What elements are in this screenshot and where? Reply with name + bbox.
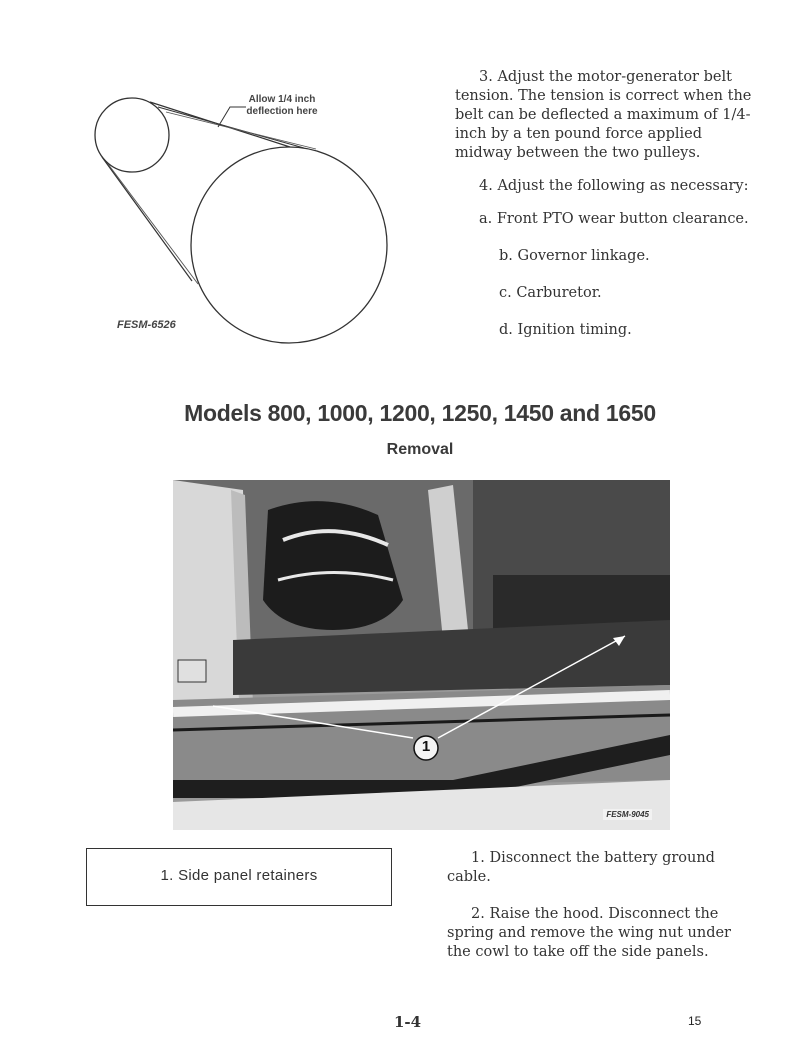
bottom-steps <box>447 849 737 962</box>
tractor-photo-graphic <box>173 480 670 830</box>
step-4b: b. Governor linkage. <box>499 248 650 264</box>
top-steps <box>455 68 760 340</box>
step-3: 3. Adjust the motor-generator belt tension. The tension is correct when the belt can be deflected a maximum of 1/4-inch by a ten pound force applied midway between the two pulleys. <box>455 69 752 161</box>
step-4: 4. Adjust the following as necessary: <box>479 178 749 194</box>
callout-line-2: deflection here <box>246 106 318 117</box>
small-pulley <box>95 98 169 172</box>
callout-line-1: Allow 1/4 inch <box>248 94 316 105</box>
step-4d: d. Ignition timing. <box>499 322 632 338</box>
photo-figure-label: FESM-9045 <box>603 809 652 820</box>
pulley-belt-diagram <box>90 85 410 345</box>
step-1: 1. Disconnect the battery ground cable. <box>447 850 715 885</box>
section-subheading: Removal <box>386 441 454 458</box>
belt-lower <box>102 157 192 281</box>
tractor-photo <box>173 480 670 830</box>
large-pulley <box>191 147 387 343</box>
page-number: 1-4 <box>394 1013 422 1031</box>
step-4a: a. Front PTO wear button clearance. <box>479 211 749 227</box>
step-2: 2. Raise the hood. Disconnect the spring and remove the wing nut under the cowl to take off the side panels. <box>447 906 731 960</box>
sheet-number: 15 <box>688 1014 702 1028</box>
deflection-callout <box>232 94 332 118</box>
step-4c: c. Carburetor. <box>499 285 602 301</box>
photo-callout-number: 1 <box>421 738 431 755</box>
section-heading: Models 800, 1000, 1200, 1250, 1450 and 1650 <box>184 400 656 426</box>
legend-item-1: 1. Side panel retainers <box>160 867 318 884</box>
legend-box <box>86 848 392 906</box>
figure-label: FESM-6526 <box>117 319 176 331</box>
